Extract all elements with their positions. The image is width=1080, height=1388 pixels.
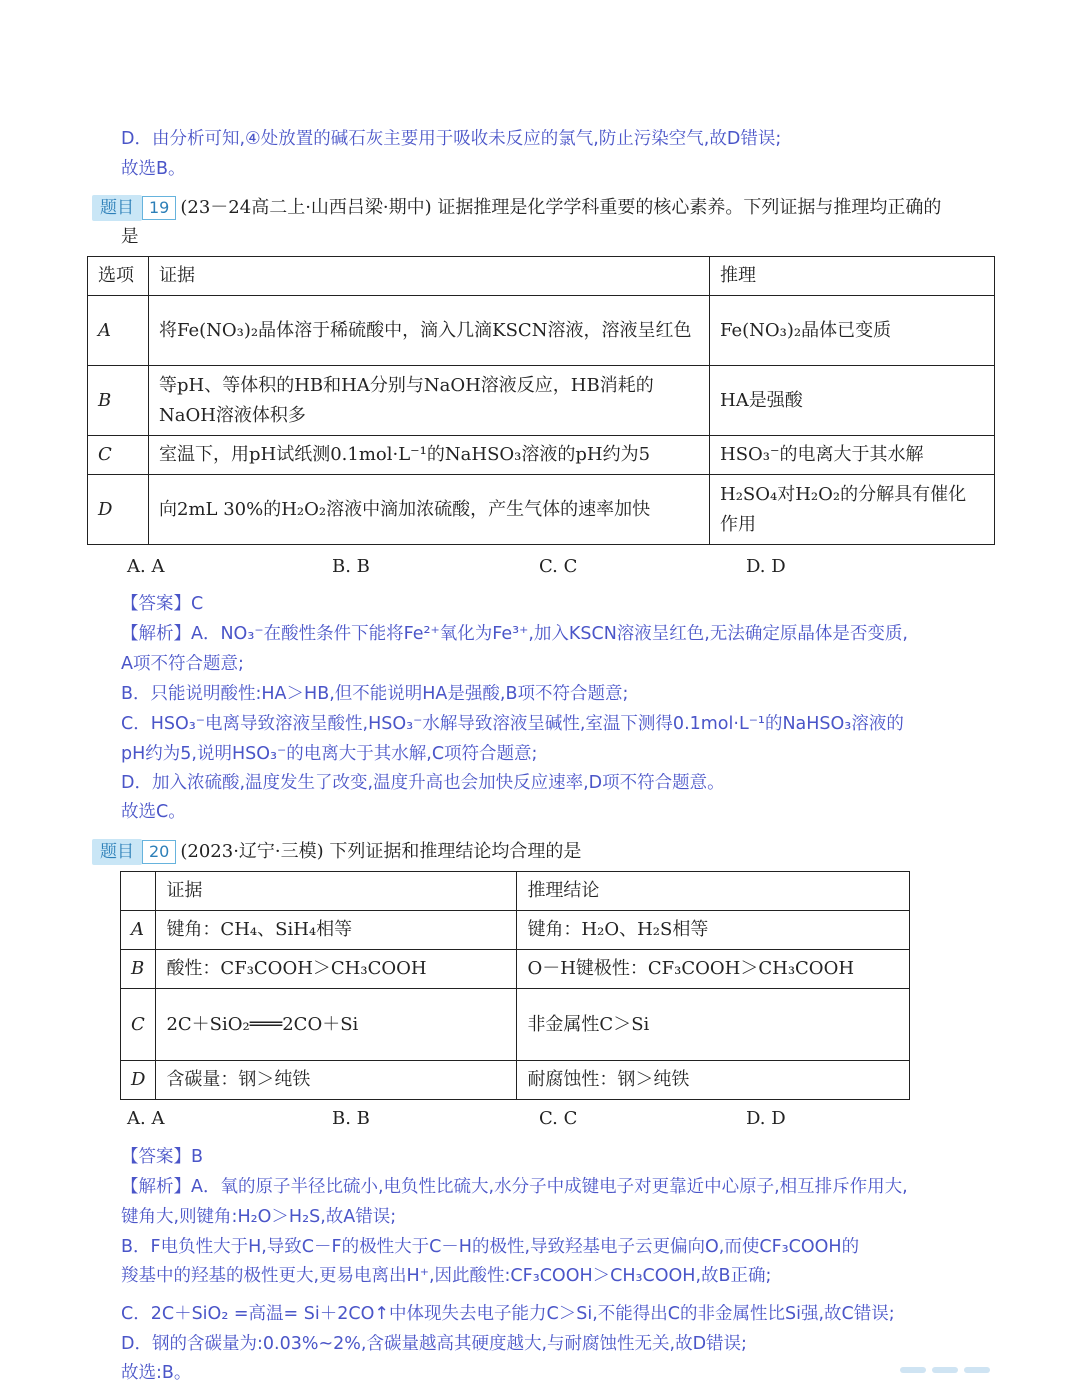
q19-opt-d: D (88, 475, 149, 545)
q20-th-reason: 推理结论 (517, 872, 910, 911)
table-row (121, 989, 910, 1061)
q20-reason-c: 非金属性C＞Si (517, 989, 910, 1061)
q19-reason-b: HA是强酸 (710, 366, 995, 436)
q20-evidence-c: 2C＋SiO₂═══2CO＋Si (156, 989, 517, 1061)
q20-evidence-b: 酸性：CF₃COOH＞CH₃COOH (156, 950, 517, 989)
q19-option-b[interactable]: B. B (332, 556, 370, 577)
q19-header (92, 194, 941, 222)
q19-th-option: 选项 (88, 257, 149, 296)
q20-opt-d: D (121, 1061, 156, 1100)
q19-number: 19 (142, 196, 176, 220)
q20-option-b[interactable]: B. B (332, 1108, 370, 1129)
q20-analysis-6: D．钢的含碳量为:0.03%~2%,含碳量越高其硬度越大,与耐腐蚀性无关,故D错误; (121, 1334, 747, 1354)
table-row (88, 436, 995, 475)
q20-option-c[interactable]: C. C (539, 1108, 578, 1129)
q19-th-evidence: 证据 (149, 257, 710, 296)
q20-answer: 【答案】B (121, 1147, 204, 1167)
q19-table (87, 256, 995, 545)
table-row (121, 950, 910, 989)
q20-tag: 题目 (92, 839, 142, 865)
q20-reason-a: 键角：H₂O、H₂S相等 (517, 911, 910, 950)
q19-analysis-5: pH约为5,说明HSO₃⁻的电离大于其水解,C项符合题意; (121, 744, 538, 764)
q20-options (127, 1108, 987, 1136)
q19-opt-a: A (88, 296, 149, 366)
q19-evidence-b: 等pH、等体积的HB和HA分别与NaOH溶液反应，HB消耗的NaOH溶液体积多 (149, 366, 710, 436)
table-row (88, 366, 995, 436)
q19-analysis-7: 故选C。 (121, 802, 186, 822)
q19-answer: 【答案】C (121, 594, 204, 614)
q20-th-option (121, 872, 156, 911)
q20-evidence-a: 键角：CH₄、SiH₄相等 (156, 911, 517, 950)
q20-opt-b: B (121, 950, 156, 989)
q19-evidence-d: 向2mL 30%的H₂O₂溶液中滴加浓硫酸，产生气体的速率加快 (149, 475, 710, 545)
q19-analysis-1: 【解析】A．NO₃⁻在酸性条件下能将Fe²⁺氧化为Fe³⁺,加入KSCN溶液呈红色,无法确定原晶体是否变质, (121, 624, 908, 644)
q19-analysis-4: C．HSO₃⁻电离导致溶液呈酸性,HSO₃⁻水解导致溶液呈碱性,室温下测得0.1mol·L⁻¹的NaHSO₃溶液的 (121, 714, 904, 734)
q20-option-a[interactable]: A. A (127, 1108, 165, 1129)
q20-analysis-3: B．F电负性大于H,导致C－F的极性大于C－H的极性,导致羟基电子云更偏向O,而使CF₃COOH的 (121, 1237, 860, 1257)
table-row (121, 1061, 910, 1100)
q20-header (92, 838, 581, 866)
q19-option-d[interactable]: D. D (746, 556, 786, 577)
q19-stem: (23－24高二上·山西吕梁·期中) 证据推理是化学学科重要的核心素养。下列证据与推理均正确的 (180, 197, 942, 218)
q20-reason-d: 耐腐蚀性：钢＞纯铁 (517, 1061, 910, 1100)
table-row (121, 911, 910, 950)
q20-analysis-1: 【解析】A．氧的原子半径比硫小,电负性比硫大,水分子中成键电子对更靠近中心原子,相互排斥作用大, (121, 1177, 908, 1197)
q20-evidence-d: 含碳量：钢＞纯铁 (156, 1061, 517, 1100)
q19-analysis-3: B．只能说明酸性:HA＞HB,但不能说明HA是强酸,B项不符合题意; (121, 684, 629, 704)
q20-option-d[interactable]: D. D (746, 1108, 786, 1129)
q19-opt-b: B (88, 366, 149, 436)
q20-analysis-7: 故选:B。 (121, 1363, 192, 1383)
q19-analysis-6: D．加入浓硫酸,温度发生了改变,温度升高也会加快反应速率,D项不符合题意。 (121, 773, 725, 793)
prev-analysis-d: D．由分析可知,④处放置的碱石灰主要用于吸收未反应的氯气,防止污染空气,故D错误; (121, 129, 782, 149)
page-decoration (894, 1357, 990, 1378)
q20-th-evidence: 证据 (156, 872, 517, 911)
q19-opt-c: C (88, 436, 149, 475)
q20-analysis-2: 键角大,则键角:H₂O＞H₂S,故A错误; (121, 1207, 397, 1227)
q19-stem-cont: 是 (121, 227, 139, 247)
q20-opt-c: C (121, 989, 156, 1061)
q19-th-reason: 推理 (710, 257, 995, 296)
q19-options (127, 556, 987, 584)
table-row (88, 296, 995, 366)
q19-option-a[interactable]: A. A (127, 556, 165, 577)
q19-evidence-c: 室温下，用pH试纸测0.1mol·L⁻¹的NaHSO₃溶液的pH约为5 (149, 436, 710, 475)
q19-tag: 题目 (92, 195, 142, 221)
q20-stem: (2023·辽宁·三模) 下列证据和推理结论均合理的是 (180, 841, 582, 862)
prev-choose: 故选B。 (121, 159, 186, 179)
q19-reason-d: H₂SO₄对H₂O₂的分解具有催化作用 (710, 475, 995, 545)
q20-table (120, 871, 910, 1100)
q20-reason-b: O－H键极性：CF₃COOH＞CH₃COOH (517, 950, 910, 989)
q20-analysis-4: 羧基中的羟基的极性更大,更易电离出H⁺,因此酸性:CF₃COOH＞CH₃COOH,故B正确; (121, 1266, 772, 1286)
q19-reason-c: HSO₃⁻的电离大于其水解 (710, 436, 995, 475)
table-row (88, 475, 995, 545)
q19-analysis-2: A项不符合题意; (121, 654, 244, 674)
q19-option-c[interactable]: C. C (539, 556, 578, 577)
q19-evidence-a: 将Fe(NO₃)₂晶体溶于稀硫酸中，滴入几滴KSCN溶液，溶液呈红色 (149, 296, 710, 366)
q19-reason-a: Fe(NO₃)₂晶体已变质 (710, 296, 995, 366)
q20-number: 20 (142, 840, 176, 864)
q20-analysis-5: C．2C＋SiO₂ =高温= Si＋2CO↑中体现失去电子能力C＞Si,不能得出C的非金属性比Si强,故C错误; (121, 1304, 895, 1324)
q20-opt-a: A (121, 911, 156, 950)
